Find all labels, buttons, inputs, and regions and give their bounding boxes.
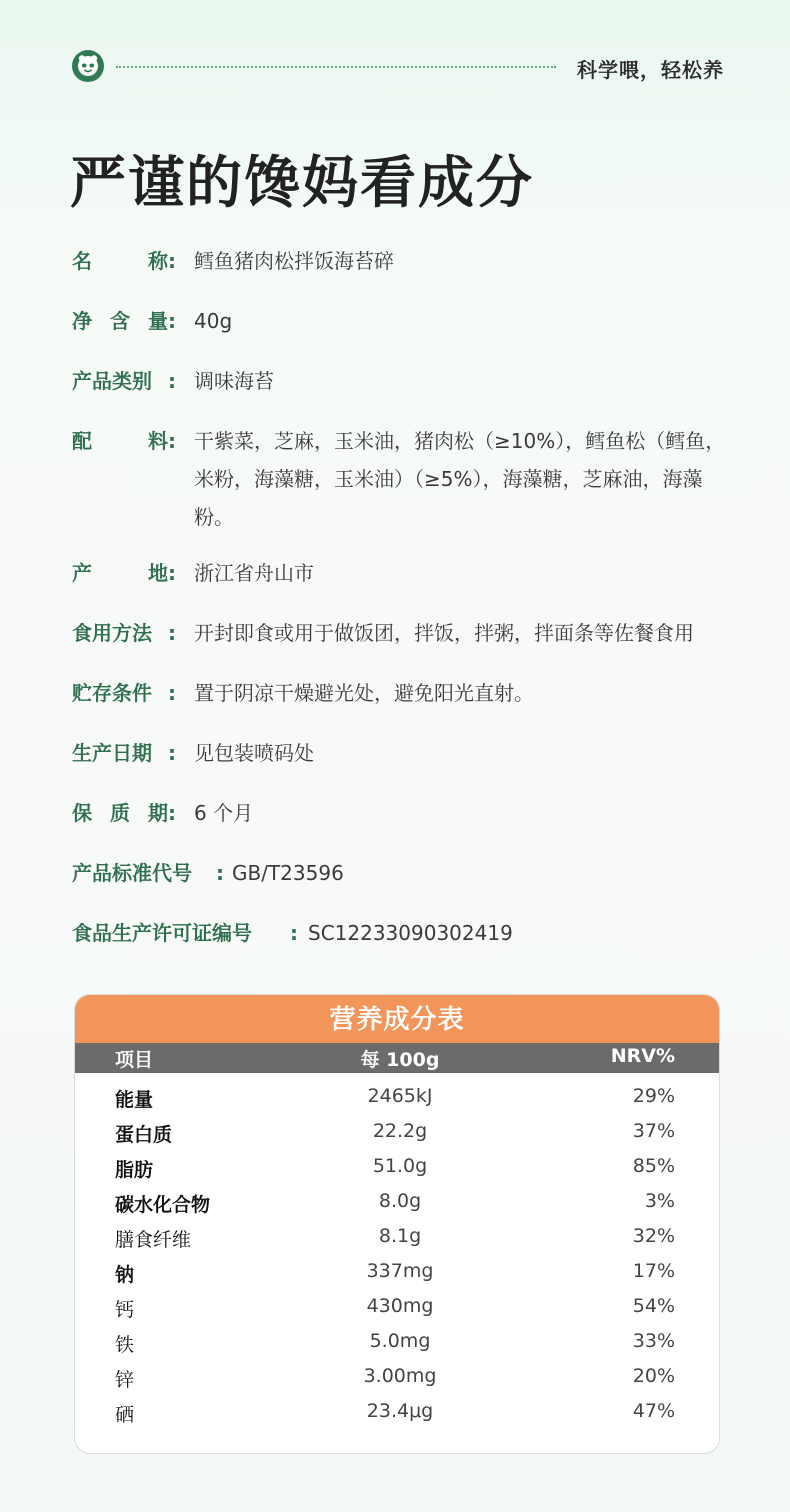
- info-label-char: 名: [72, 249, 92, 273]
- info-label: 食品生产许可证编号: [72, 921, 252, 945]
- nutrient-name: 碳水化合物: [115, 1194, 211, 1216]
- nutrient-nrv: 29%: [632, 1085, 675, 1107]
- nutrition-row: [75, 1085, 719, 1120]
- info-value: 开封即食或用于做饭团，拌饭，拌粥，拌面条等佐餐食用: [194, 621, 694, 645]
- nutrient-name: 锌: [115, 1369, 135, 1391]
- slogan: 科学喂，轻松养: [577, 58, 724, 82]
- info-label: 保 质 期: [72, 801, 168, 825]
- nutrient-nrv: 20%: [632, 1365, 675, 1387]
- nutrition-row: [75, 1330, 719, 1365]
- nutrient-per-100g: 430mg: [366, 1295, 434, 1317]
- nutrient-name: 硒: [115, 1404, 135, 1426]
- nutrient-per-100g: 51.0g: [372, 1155, 428, 1177]
- nutrition-row: [75, 1190, 719, 1225]
- nutrient-per-100g: 22.2g: [372, 1120, 428, 1142]
- header-item: 项目: [115, 1049, 154, 1071]
- info-label: [72, 242, 168, 280]
- nutrient-per-100g: 337mg: [366, 1260, 434, 1282]
- info-label: 生产日期: [72, 741, 152, 765]
- info-value: SC12233090302419: [308, 921, 513, 945]
- nutrient-nrv: 37%: [632, 1120, 675, 1142]
- info-value: 见包装喷码处: [194, 741, 314, 765]
- nutrition-row: [75, 1155, 719, 1190]
- info-value: 6 个月: [194, 801, 254, 825]
- info-label: 配 料: [72, 429, 168, 453]
- nutrition-header-row: [75, 1043, 719, 1073]
- nutrient-name: 膳食纤维: [115, 1229, 192, 1251]
- nutrition-row: [75, 1225, 719, 1260]
- nutrient-nrv: 85%: [632, 1155, 675, 1177]
- header-nrv: NRV%: [610, 1045, 675, 1067]
- nutrient-per-100g: 2465kJ: [367, 1085, 433, 1107]
- page-header: [72, 50, 724, 84]
- info-value: 置于阴凉干燥避光处，避免阳光直射。: [194, 681, 534, 705]
- info-label-char: 称: [148, 249, 168, 273]
- nutrient-per-100g: 23.4μg: [366, 1400, 434, 1422]
- page-title: 严谨的馋妈看成分: [70, 151, 534, 216]
- info-value: GB/T23596: [232, 861, 344, 885]
- nutrient-nrv: 17%: [632, 1260, 675, 1282]
- nutrient-name: 铁: [115, 1334, 135, 1356]
- nutrition-row: [75, 1260, 719, 1295]
- nutrient-per-100g: 8.1g: [378, 1225, 422, 1247]
- panda-face-icon: [72, 50, 104, 82]
- nutrient-nrv: 3%: [644, 1190, 675, 1212]
- nutrition-table: [74, 994, 720, 1454]
- info-value: 干紫菜，芝麻，玉米油，猪肉松（≥10%），鳕鱼松（鳕鱼，米粉，海藻糖，玉米油）（≥5%），海藻糖，芝麻油，海藻粉。: [194, 429, 726, 529]
- nutrient-per-100g: 8.0g: [378, 1190, 422, 1212]
- nutrient-nrv: 54%: [632, 1295, 675, 1317]
- header-per-100g: 每 100g: [360, 1049, 440, 1071]
- info-value: 调味海苔: [194, 369, 274, 393]
- nutrient-name: 能量: [115, 1089, 154, 1111]
- nutrition-row: [75, 1295, 719, 1330]
- nutrient-nrv: 47%: [632, 1400, 675, 1422]
- info-label: 食用方法: [72, 621, 152, 645]
- nutrition-row: [75, 1400, 719, 1435]
- info-value: 浙江省舟山市: [194, 561, 314, 585]
- info-label: 产品类别: [72, 369, 152, 393]
- info-value: 鳕鱼猪肉松拌饭海苔碎: [194, 249, 394, 273]
- nutrition-row: [75, 1120, 719, 1155]
- nutrient-name: 脂肪: [115, 1159, 154, 1181]
- nutrient-name: 钠: [115, 1264, 135, 1286]
- info-label: 净 含 量: [72, 309, 168, 333]
- info-label: 产 地: [72, 561, 168, 585]
- nutrition-row: [75, 1365, 719, 1400]
- nutrient-per-100g: 5.0mg: [369, 1330, 431, 1352]
- nutrient-name: 蛋白质: [115, 1124, 173, 1146]
- nutrient-name: 钙: [115, 1299, 135, 1321]
- dotted-divider: [116, 66, 556, 68]
- nutrient-per-100g: 3.00mg: [363, 1365, 437, 1387]
- nutrition-title: 营养成分表: [75, 995, 719, 1043]
- info-label: 产品标准代号: [72, 861, 192, 885]
- info-value: 40g: [194, 309, 233, 333]
- nutrient-nrv: 32%: [632, 1225, 675, 1247]
- info-label: 贮存条件: [72, 681, 152, 705]
- nutrient-nrv: 33%: [632, 1330, 675, 1352]
